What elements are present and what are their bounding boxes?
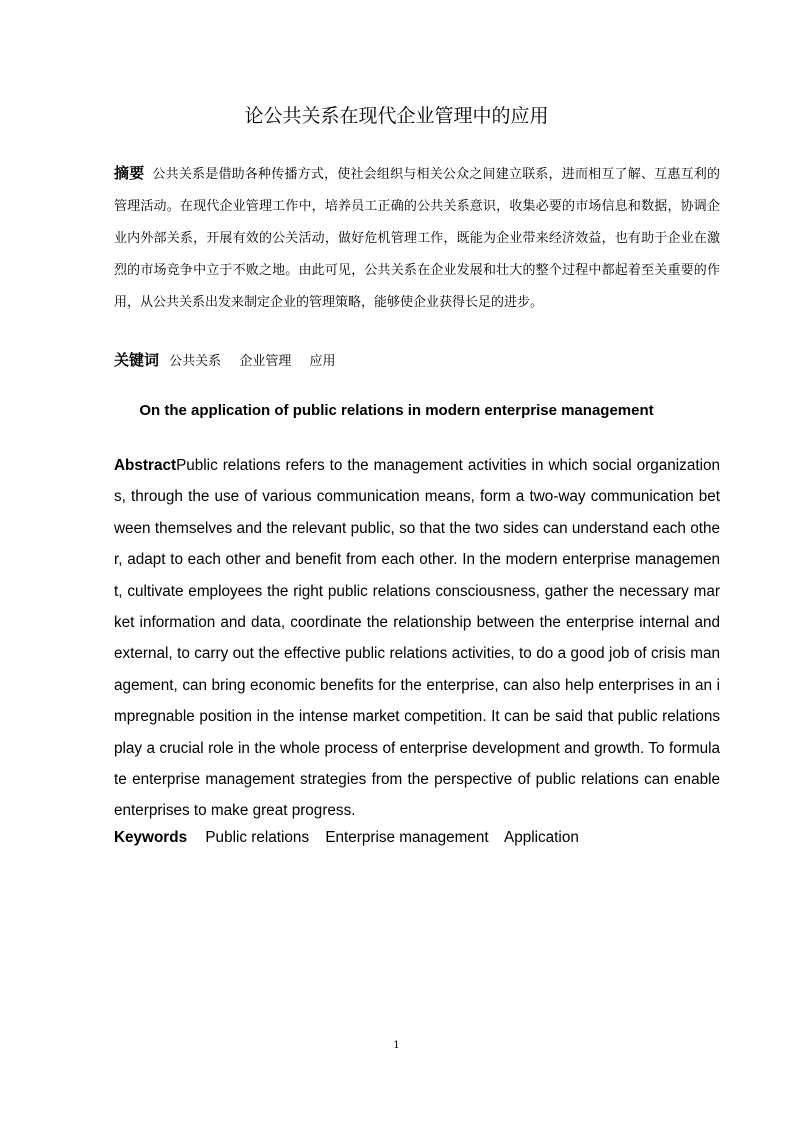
page-number: 1 [393,1040,400,1051]
abstract-chinese-text: 公共关系是借助各种传播方式，使社会组织与相关公众之间建立联系，进而相互了解、互惠互利的管理活动。在现代企业管理工作中，培养员工正确的公共关系意识，收集必要的市场信息和数据，协调企业内外部关系，开展有效的公关活动，做好危机管理工作，既能为企业带来经济效益，也有助于企业在激烈的市场竞争中立于不败之地。由此可见，公共关系在企业发展和壮大的整个过程中都起着至关重要的作用，从公共关系出发来制定企业的管理策略，能够使企业获得长足的进步。 [114,167,720,310]
keyword-english: Application [504,829,579,846]
keywords-chinese-label: 关键词 [114,351,160,369]
abstract-chinese [114,157,720,319]
keyword-chinese: 公共关系 [169,354,222,369]
abstract-english-label: Abstract [114,457,177,474]
title-english: On the application of public relations in modern enterprise management [139,402,654,419]
keyword-chinese: 企业管理 [239,354,292,369]
keyword-english: Enterprise management [325,829,489,846]
keyword-chinese: 应用 [309,354,336,369]
keywords-english [114,824,591,852]
title-chinese: 论公共关系在现代企业管理中的应用 [244,105,549,127]
abstract-english-text: Public relations refers to the management activities in which social organizations, through the use of various communication means, form a two-way communication between themselves and the relevant public, so that the two sides can understand each other, adapt to each other and benefit from each other. In the modern enterprise management, cultivate employees the right public relations consciousness, gather the necessary market information and data, coordinate the relationship between the enterprise internal and external, to carry out the effective public relations activities, to do a good job of crisis management, can bring economic benefits for the enterprise, can also help enterprises in an impregnable position in the intense market competition. It can be said that public relations play a crucial role in the whole process of enterprise development and growth. To formulate enterprise management strategies from the perspective of public relations can enable enterprises to make great progress. [114,457,720,820]
abstract-chinese-label: 摘要 [114,164,145,182]
keywords-chinese [114,346,349,376]
keywords-english-label: Keywords [114,829,188,846]
keyword-english: Public relations [205,829,310,846]
abstract-english [114,450,720,827]
